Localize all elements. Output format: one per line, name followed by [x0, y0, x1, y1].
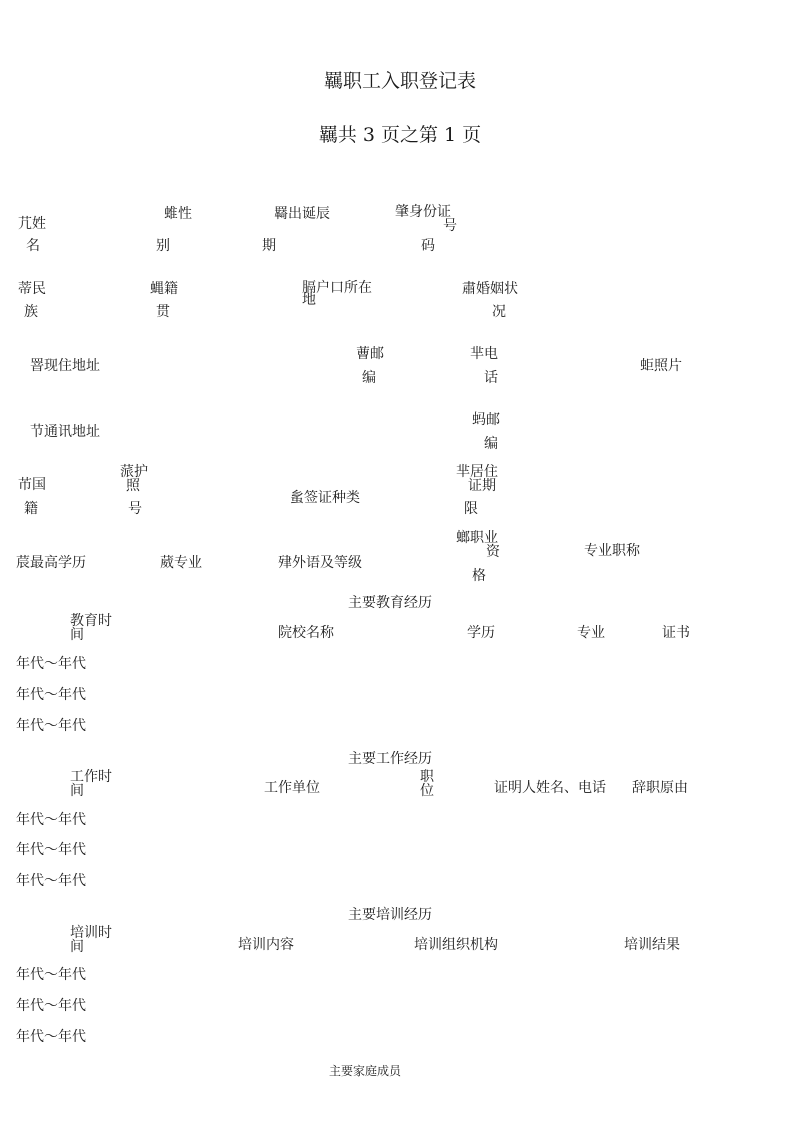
- label-passport-1: 蒎护: [120, 464, 148, 480]
- training-row-3: 年代～年代: [16, 1029, 86, 1045]
- label-id-1: 肇身份证: [395, 204, 451, 220]
- education-row-1: 年代～年代: [16, 656, 86, 672]
- label-professional-title: 专业职称: [584, 543, 640, 559]
- page-info: 羈共 3 页之第 1 页: [318, 124, 482, 146]
- label-native-1: 蝿籍: [150, 281, 178, 297]
- education-time-header-1: 教育时: [70, 613, 112, 629]
- label-major: 葳专业: [160, 555, 202, 571]
- work-col-reference: 证明人姓名、电话: [494, 780, 606, 796]
- label-hukou-1: 膈户口所在: [302, 280, 372, 296]
- label-birth-1: 羇出诞辰: [274, 206, 330, 222]
- label-name-2: 名: [26, 238, 40, 254]
- education-row-3: 年代～年代: [16, 718, 86, 734]
- label-marital-2: 况: [492, 304, 506, 320]
- training-time-header-1: 培训时: [70, 925, 112, 941]
- label-name-1: 芁姓: [18, 216, 46, 232]
- training-col-org: 培训组织机构: [414, 937, 498, 953]
- label-residence-1: 芈居住: [456, 464, 498, 480]
- label-address: 罯现住地址: [30, 358, 100, 374]
- training-time-header: [70, 926, 112, 954]
- label-ethnicity-2: 族: [24, 304, 38, 320]
- education-col-degree: 学历: [467, 625, 495, 641]
- education-col-school: 院校名称: [278, 625, 334, 641]
- section-family-title: 主要家庭成员: [328, 1064, 401, 1078]
- label-photo: 蚷照片: [640, 358, 682, 374]
- label-birth-2: 期: [262, 238, 276, 254]
- education-row-2: 年代～年代: [16, 687, 86, 703]
- label-id-2: 号: [443, 218, 457, 234]
- education-time-header-2: 间: [70, 627, 84, 643]
- label-education-top: 莀最高学历: [16, 555, 86, 571]
- work-row-1: 年代～年代: [16, 812, 86, 828]
- label-gender-2: 别: [156, 238, 170, 254]
- label-language: 肂外语及等级: [278, 555, 362, 571]
- label-qualification-1: 螂职业: [456, 530, 498, 546]
- work-time-header: [70, 770, 112, 798]
- work-time-header-1: 工作时: [70, 769, 112, 785]
- label-ethnicity-1: 蒂民: [18, 281, 46, 297]
- label-mail-address: 节通讯地址: [30, 424, 100, 440]
- work-col-position: [420, 770, 434, 798]
- label-passport-2: 照: [126, 478, 140, 494]
- work-col-position-2: 位: [420, 783, 434, 799]
- label-postcode1-2: 编: [362, 370, 376, 386]
- education-col-cert: 证书: [662, 625, 690, 641]
- training-row-1: 年代～年代: [16, 967, 86, 983]
- label-phone-1: 芈电: [470, 346, 498, 362]
- label-gender-1: 蜼性: [164, 206, 192, 222]
- work-col-reason: 辞职原由: [632, 780, 688, 796]
- label-visa-type: 蚃签证种类: [290, 490, 360, 506]
- section-training-title: 主要培训经历: [348, 907, 432, 923]
- label-marital-1: 肅婚姻状: [462, 281, 518, 297]
- section-education-title: 主要教育经历: [348, 595, 432, 611]
- work-time-header-2: 间: [70, 783, 84, 799]
- label-qualification-2: 资: [486, 544, 500, 560]
- education-time-header: [70, 614, 112, 642]
- work-row-3: 年代～年代: [16, 873, 86, 889]
- work-col-position-1: 职: [420, 769, 434, 785]
- label-postcode2-2: 编: [484, 436, 498, 452]
- work-row-2: 年代～年代: [16, 842, 86, 858]
- education-col-major: 专业: [577, 625, 605, 641]
- label-nationality-2: 籍: [24, 501, 38, 517]
- label-hukou-2: 地: [302, 292, 316, 308]
- page-title: 羈职工入职登记表: [323, 70, 476, 92]
- training-row-2: 年代～年代: [16, 998, 86, 1014]
- training-col-result: 培训结果: [624, 937, 680, 953]
- work-col-company: 工作单位: [264, 780, 320, 796]
- label-id-3: 码: [421, 238, 435, 254]
- training-col-content: 培训内容: [238, 937, 294, 953]
- label-postcode1-1: 蓸邮: [356, 346, 384, 362]
- label-residence-2: 证期: [468, 478, 496, 494]
- training-time-header-2: 间: [70, 939, 84, 955]
- label-residence-3: 限: [464, 501, 478, 517]
- label-nationality-1: 芇国: [18, 477, 46, 493]
- label-qualification-3: 格: [472, 568, 486, 584]
- section-work-title: 主要工作经历: [348, 751, 432, 767]
- label-passport-3: 号: [128, 501, 142, 517]
- label-native-2: 贯: [156, 304, 170, 320]
- label-postcode2-1: 蚂邮: [472, 412, 500, 428]
- label-phone-2: 话: [484, 370, 498, 386]
